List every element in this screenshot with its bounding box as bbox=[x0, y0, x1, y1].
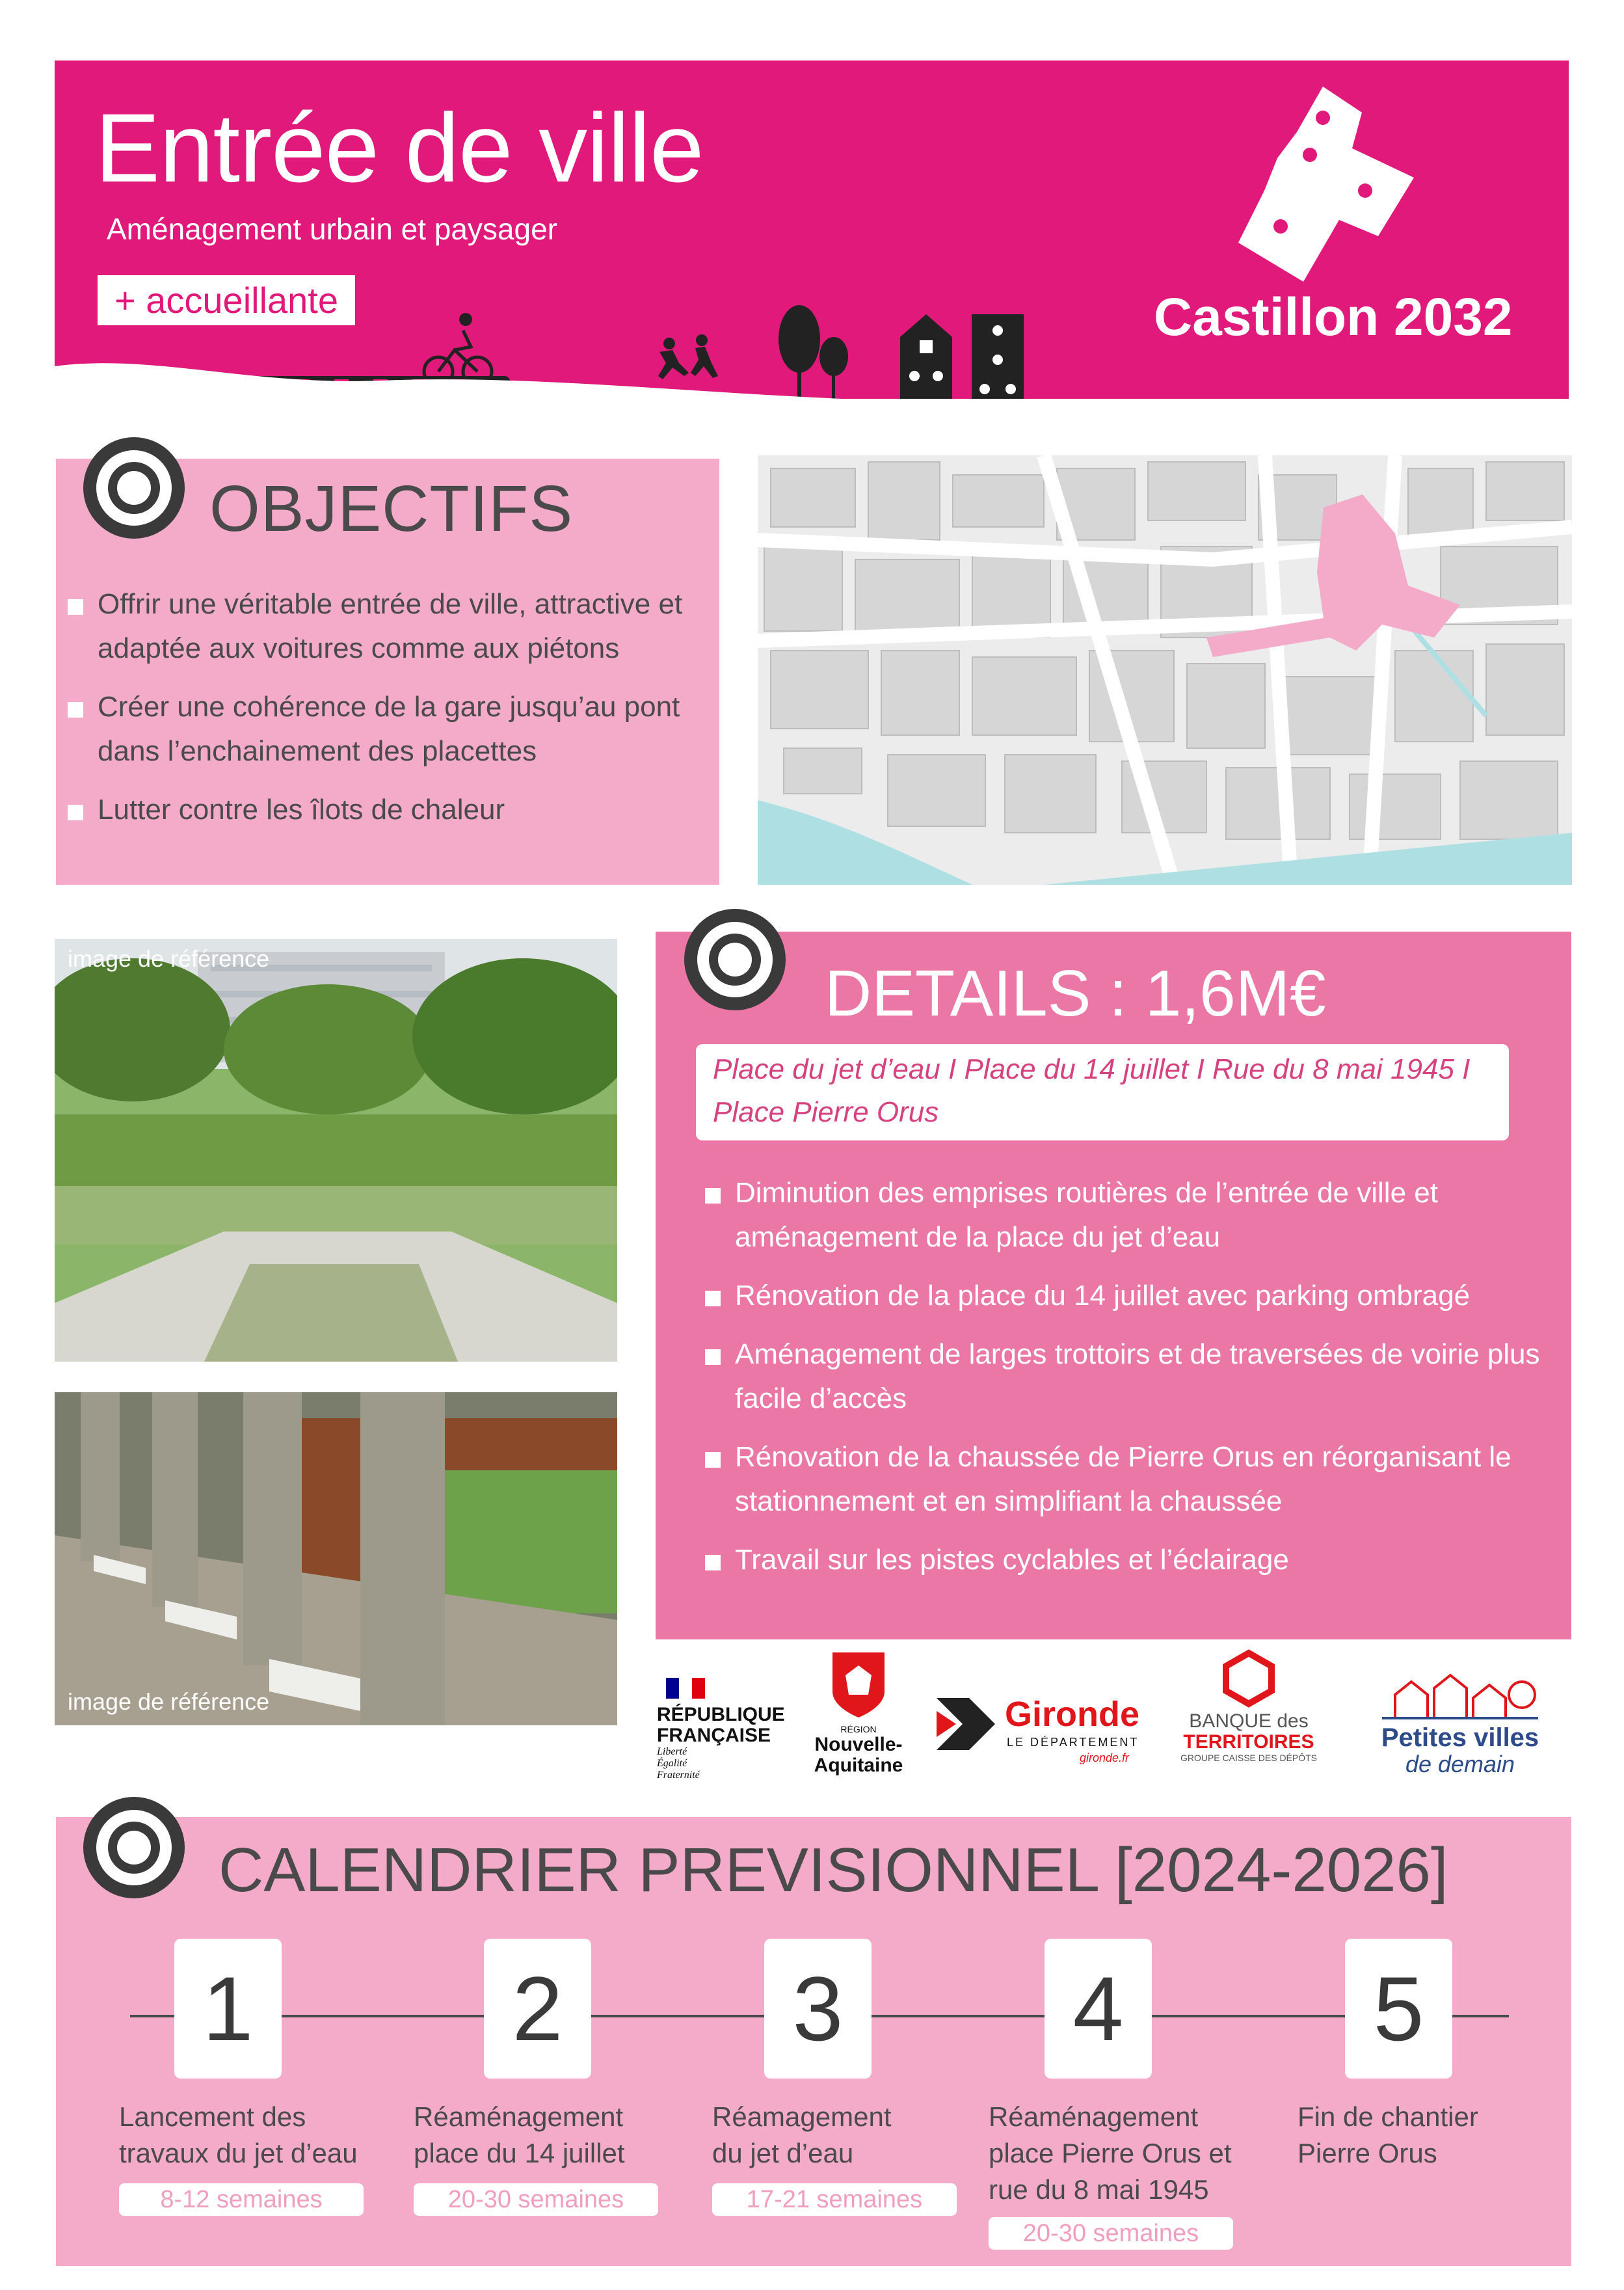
logo-text: BANQUE des bbox=[1189, 1710, 1309, 1732]
site-map bbox=[758, 455, 1572, 885]
logo-text: RÉGION bbox=[840, 1724, 877, 1734]
photo-caption: image de référence bbox=[68, 945, 270, 972]
target-icon bbox=[75, 429, 193, 546]
logo-text: Nouvelle- bbox=[814, 1734, 903, 1755]
list-item: Rénovation de la place du 14 juillet avec parking ombragé bbox=[705, 1274, 1564, 1318]
step-label-line: place du 14 juillet bbox=[414, 2138, 625, 2168]
page-subtitle: Aménagement urbain et paysager bbox=[107, 212, 557, 246]
gironde-logo bbox=[930, 1691, 1151, 1770]
list-item: Lutter contre les îlots de chaleur bbox=[68, 788, 712, 832]
logo-text: GROUPE CAISSE DES DÉPÔTS bbox=[1180, 1753, 1318, 1763]
details-places: Place du jet d’eau I Place du 14 juillet I Rue du 8 mai 1945 I Place Pierre Orus bbox=[696, 1044, 1509, 1140]
logo-text: TERRITOIRES bbox=[1183, 1731, 1314, 1753]
step-label-line: Réaménagement bbox=[989, 2101, 1199, 2132]
step-duration: 17-21 semaines bbox=[712, 2183, 957, 2216]
target-icon bbox=[676, 901, 793, 1018]
step-label bbox=[414, 2099, 687, 2172]
step-duration: 8-12 semaines bbox=[119, 2183, 364, 2216]
logo-text: Fraternité bbox=[657, 1770, 700, 1781]
logo-text: de demain bbox=[1405, 1751, 1515, 1777]
street-silhouette-icon bbox=[55, 243, 1569, 399]
list-item: Créer une cohérence de la gare jusqu’au pont dans l’enchainement des placettes bbox=[68, 685, 712, 774]
step-label-line: Pierre Orus bbox=[1298, 2138, 1437, 2168]
list-item: Travail sur les pistes cyclables et l’éclairage bbox=[705, 1538, 1564, 1582]
step-label-line: Réamagement bbox=[712, 2101, 892, 2132]
petites-villes-de-demain-logo bbox=[1363, 1662, 1558, 1779]
region-nouvelle-aquitaine-logo bbox=[810, 1649, 907, 1779]
step-label-line: Réaménagement bbox=[414, 2101, 624, 2132]
banque-des-territoires-logo bbox=[1171, 1649, 1327, 1779]
reference-photo bbox=[55, 939, 617, 1362]
calendrier-title: CALENDRIER PREVISIONNEL [2024-2026] bbox=[219, 1835, 1448, 1905]
logo-text: FRANÇAISE bbox=[657, 1725, 771, 1746]
step-label-line: travaux du jet d’eau bbox=[119, 2138, 358, 2168]
photo-caption: image de référence bbox=[68, 1688, 270, 1715]
step-number: 5 bbox=[1345, 1939, 1452, 2079]
logo-text: Égalité bbox=[657, 1758, 687, 1769]
logo-text: LE DÉPARTEMENT bbox=[1007, 1736, 1139, 1749]
logo-text: Petites villes bbox=[1381, 1723, 1539, 1752]
objectifs-title: OBJECTIFS bbox=[209, 472, 574, 545]
step-label-line: Lancement des bbox=[119, 2101, 306, 2132]
step-label-line: Fin de chantier bbox=[1298, 2101, 1478, 2132]
step-number: 1 bbox=[174, 1939, 282, 2079]
header-banner bbox=[55, 61, 1569, 399]
hexagon-icon bbox=[1219, 1649, 1278, 1708]
details-list bbox=[705, 1171, 1564, 1596]
step-number: 2 bbox=[484, 1939, 591, 2079]
step-duration: 20-30 semaines bbox=[414, 2183, 658, 2216]
objectifs-list bbox=[68, 582, 712, 846]
logo-text: Aquitaine bbox=[814, 1755, 903, 1776]
step-label-line: place Pierre Orus et bbox=[989, 2138, 1232, 2168]
step-number: 3 bbox=[764, 1939, 872, 2079]
tag-badge: + accueillante bbox=[98, 275, 355, 325]
step-label-line: du jet d’eau bbox=[712, 2138, 854, 2168]
gironde-shape-icon bbox=[930, 1691, 1002, 1757]
page-title: Entrée de ville bbox=[95, 93, 704, 202]
step-label bbox=[119, 2099, 392, 2172]
village-icon bbox=[1382, 1662, 1538, 1721]
step-number: 4 bbox=[1045, 1939, 1152, 2079]
reference-photo bbox=[55, 1392, 617, 1725]
step-label bbox=[712, 2099, 985, 2172]
logo-text: RÉPUBLIQUE bbox=[657, 1704, 785, 1725]
brand-name: Castillon 2032 bbox=[1154, 288, 1513, 347]
list-item: Diminution des emprises routières de l’entrée de ville et aménagement de la place du jet d’eau bbox=[705, 1171, 1564, 1260]
target-icon bbox=[75, 1789, 193, 1906]
list-item: Rénovation de la chaussée de Pierre Orus en réorganisant le stationnement et en simplifiant la chaussée bbox=[705, 1435, 1564, 1524]
logo-text: Liberté bbox=[657, 1746, 687, 1757]
step-label bbox=[1298, 2099, 1571, 2172]
step-label bbox=[989, 2099, 1262, 2208]
region-shield-icon bbox=[829, 1649, 888, 1721]
details-title: DETAILS : 1,6M€ bbox=[825, 957, 1326, 1030]
step-duration: 20-30 semaines bbox=[989, 2217, 1233, 2250]
list-item: Aménagement de larges trottoirs et de traversées de voirie plus facile d’accès bbox=[705, 1332, 1564, 1421]
republique-francaise-logo bbox=[657, 1675, 800, 1786]
list-item: Offrir une véritable entrée de ville, attractive et adaptée aux voitures comme aux piétons bbox=[68, 582, 712, 671]
marianne-icon bbox=[657, 1675, 715, 1701]
step-label-line: rue du 8 mai 1945 bbox=[989, 2174, 1209, 2205]
logo-text: Gironde bbox=[1005, 1695, 1140, 1734]
logo-text: gironde.fr bbox=[1080, 1751, 1130, 1764]
